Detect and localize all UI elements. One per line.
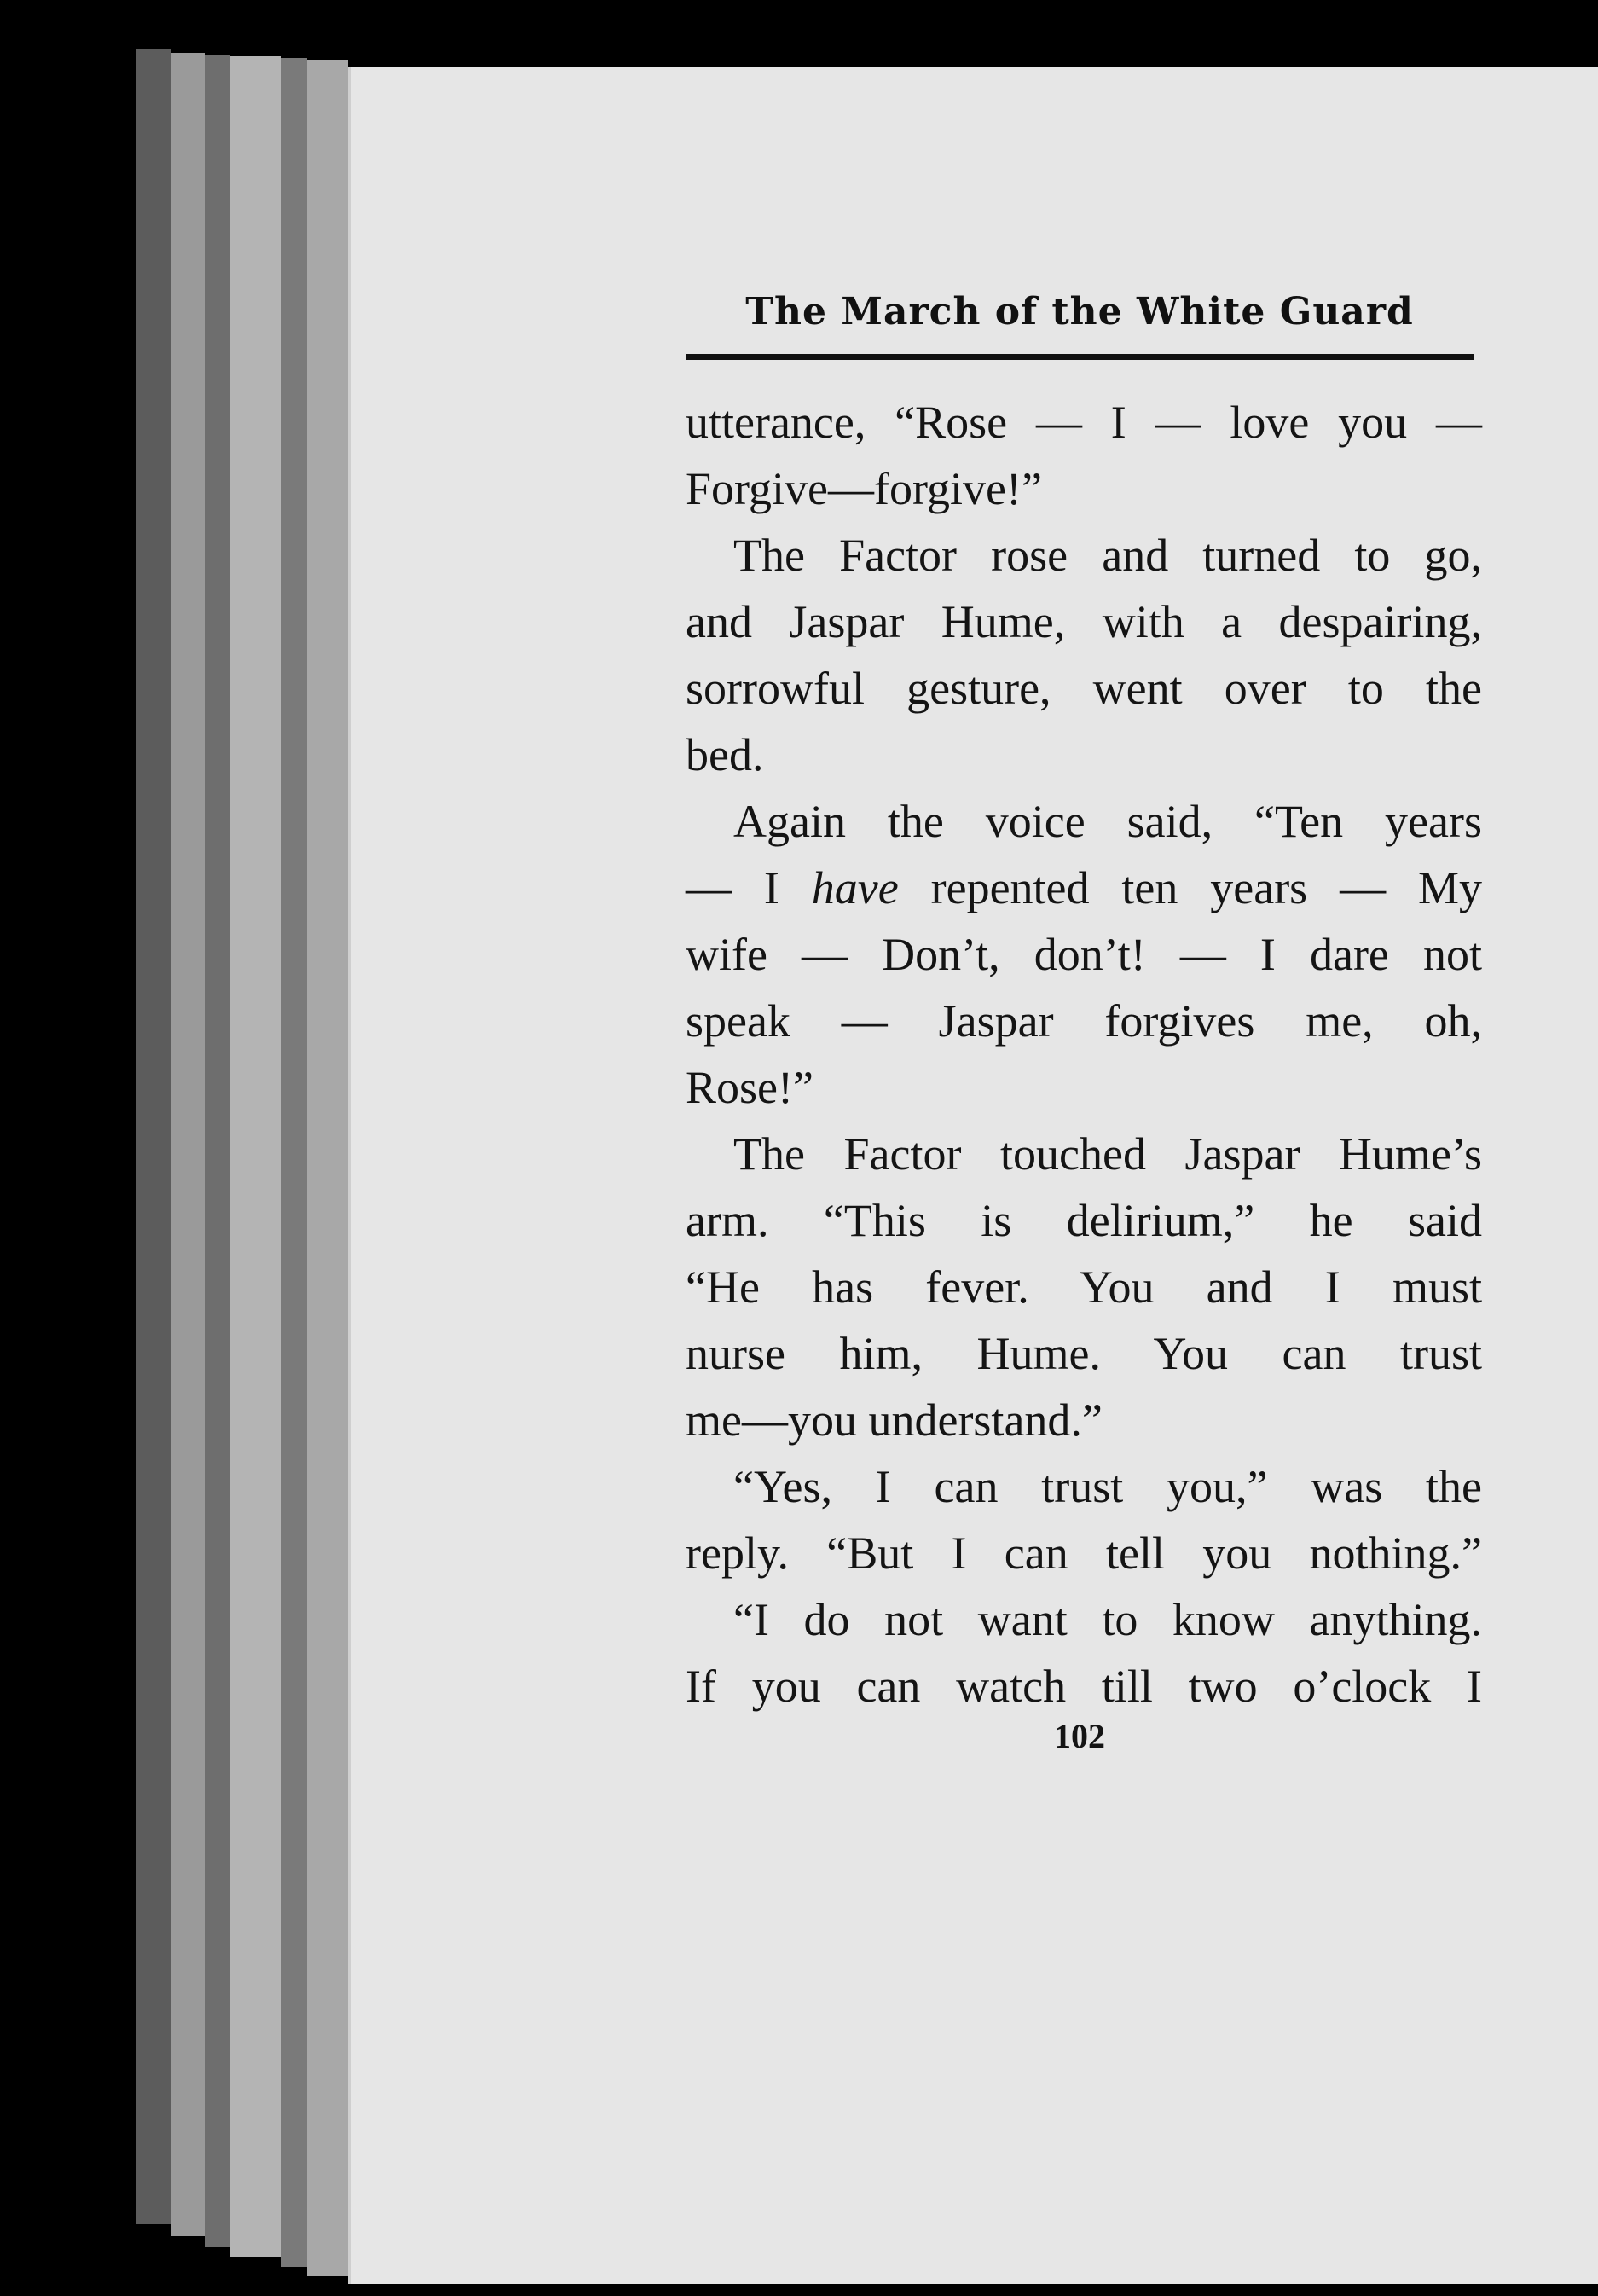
text-line: “I do not want to know anything. (733, 1594, 1482, 1645)
text-line: speak — Jaspar forgives me, oh, (686, 995, 1482, 1047)
header-rule (686, 354, 1474, 360)
text-line: nurse him, Hume. You can trust (686, 1328, 1482, 1379)
text-line: If you can watch till two o’clock I (686, 1661, 1482, 1712)
text-line: and Jaspar Hume, with a despairing, (686, 596, 1482, 647)
text-line: me—you understand.” (686, 1394, 1103, 1446)
text-line: Again the voice said, “Ten years (733, 796, 1482, 847)
running-head: The March of the White Guard (745, 290, 1414, 333)
page-number: 102 (1054, 1717, 1105, 1755)
text-line: reply. “But I can tell you nothing.” (686, 1528, 1482, 1579)
page-edge (230, 56, 281, 2257)
page-edge (307, 60, 348, 2276)
text-line: The Factor rose and turned to go, (733, 530, 1482, 581)
text-line: Rose!” (686, 1062, 813, 1113)
text-line: sorrowful gesture, went over to the (686, 663, 1482, 714)
text-line (686, 855, 1482, 921)
text-line: wife — Don’t, don’t! — I dare not (686, 929, 1482, 980)
page-edge (136, 49, 171, 2224)
text-fragment: — I (686, 862, 812, 913)
text-line: arm. “This is delirium,” he said (686, 1195, 1482, 1246)
page-edge (171, 53, 205, 2236)
page-edge (205, 55, 230, 2247)
text-line: Forgive—forgive!” (686, 463, 1042, 514)
body-text (686, 389, 1482, 1719)
text-line: The Factor touched Jaspar Hume’s (733, 1128, 1482, 1180)
emphasis-word: have (811, 862, 899, 913)
text-fragment: repented ten years — My (898, 862, 1483, 913)
page-edge (281, 58, 307, 2267)
text-line: “He has fever. You and I must (686, 1261, 1482, 1313)
text-line: utterance, “Rose — I — love you — (686, 397, 1482, 448)
text-line: bed. (686, 729, 764, 780)
text-line: “Yes, I can trust you,” was the (733, 1461, 1482, 1512)
